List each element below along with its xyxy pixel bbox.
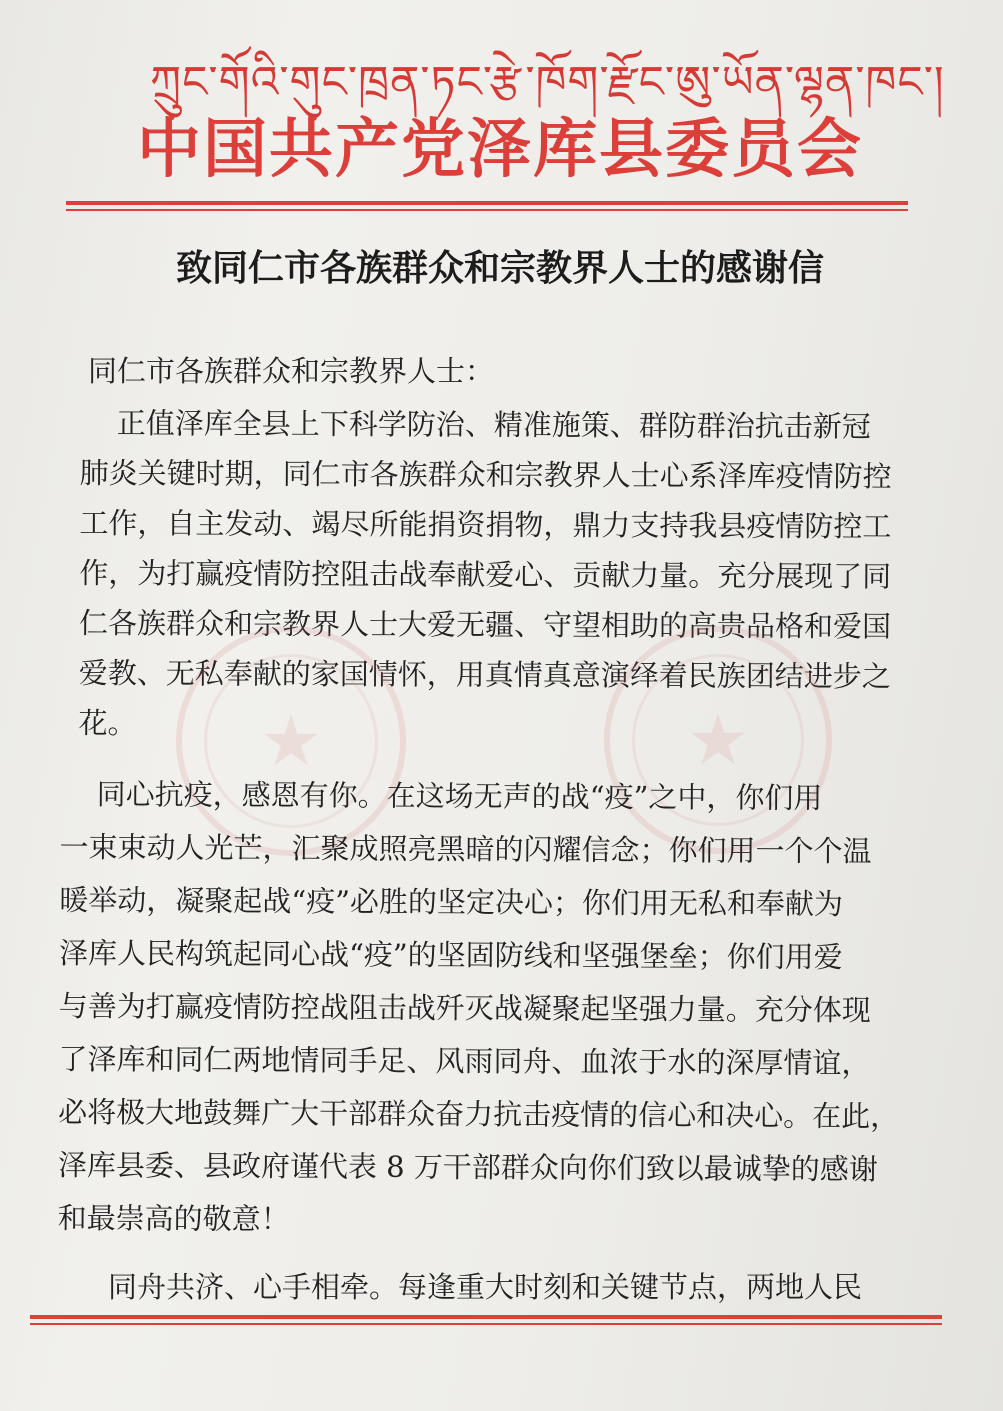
- letter-salutation: 同仁市各族群众和宗教界人士：: [88, 354, 495, 388]
- footer-rule-thin: [30, 1323, 942, 1325]
- letterhead-rule-thin: [66, 209, 908, 211]
- letter-paragraph-1: 正值泽库全县上下科学防治、精准施策、群防群治抗击新冠 肺炎关键时期，同仁市各族群众和宗教界人士心系泽库疫情防控 工作，自主发动、竭尽所能捐资捐物，鼎力支持我县疫情防控工 作，为打赢疫情防控阻击战奉献爱心、贡献力量。充分展现了同 仁各族群众和宗教界人士大爱无疆、守望相助的高贵品格和爱国 爱教、无私奉献的家国情怀，用真情真意演绎着民族团结进步之 花。: [78, 405, 892, 741]
- letterhead-org-name: 中国共产党泽库县委员会: [137, 112, 863, 187]
- seal-star-icon: ★: [686, 699, 750, 781]
- letterhead-rule-thick: [66, 201, 908, 205]
- letter-paragraph-3: 同舟共济、心手相牵。每逢重大时刻和关键节点，两地人民: [108, 1270, 863, 1304]
- letter-paragraph-2: 同心抗疫，感恩有你。在这场无声的战“疫”之中，你们用 一束束动人光芒，汇聚成照亮黑暗的闪耀信念；你们用一个个温 暖举动，凝聚起战“疫”必胜的坚定决心；你们用无私和奉献为 泽库人民构筑起同心战“疫”的坚固防线和坚强堡垒；你们用爱 与善为打赢疫情防控战阻击战歼灭战凝聚起坚强力量。充分体现 了泽库和同仁两地情同手足、风雨同舟、血浓于水的深厚情谊， 必将极大地鼓舞广大干部群众奋力抗击疫情的信心和决心。在此， 泽库县委、县政府谨代表 8 万干部群众向你们致以最诚挚的感谢 和最崇高的敬意！: [57, 776, 900, 1237]
- letter-title: 致同仁市各族群众和宗教界人士的感谢信: [175, 247, 824, 289]
- letterhead-tibetan-text: ཀྲུང་གོའི་གུང་ཁྲན་ཏང་རྩེ་ཁོག་རྫོང་ཨུ་ཡོན་ལྷན་ཁང་།: [150, 57, 945, 108]
- seal-star-icon: ★: [259, 700, 323, 782]
- footer-rule-thick: [30, 1315, 942, 1319]
